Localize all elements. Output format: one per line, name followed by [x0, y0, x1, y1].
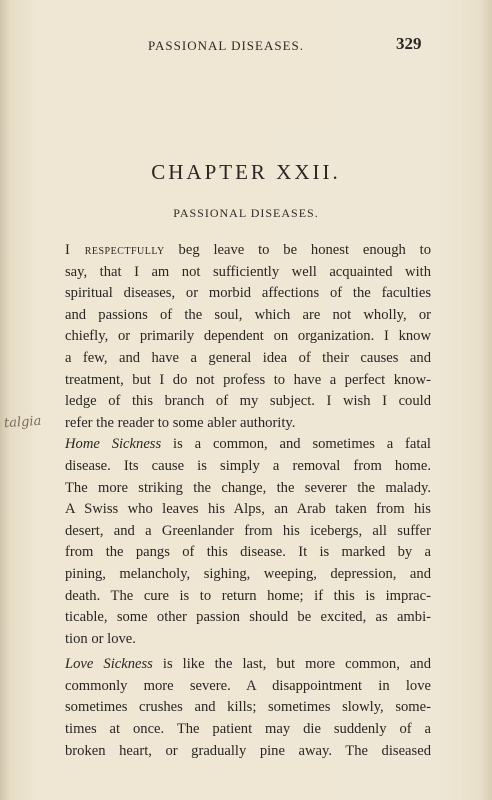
text-line: a few, and have a general idea of their causes and [65, 349, 431, 366]
page-number: 329 [396, 34, 422, 53]
line-text: is a common, and sometimes a fatal [161, 436, 431, 453]
text-line: broken heart, or gradually pine away. The diseased [65, 742, 431, 759]
body-text [65, 240, 431, 762]
text-line: ticable, some other passion should be excited, as ambi- [65, 609, 431, 626]
text-line: pining, melancholy, sighing, weeping, depression, and [65, 565, 431, 582]
line-text: beg leave to be honest enough to [164, 242, 431, 258]
paragraph-intro [65, 240, 431, 434]
chapter-title: CHAPTER XXII. [151, 160, 341, 184]
text-line [65, 434, 431, 456]
lead-italic: Home Sickness [65, 436, 162, 453]
text-line: death. The cure is to return home; if this is imprac- [65, 587, 431, 604]
text-line: chiefly, or primarily dependent on organization. I know [65, 328, 431, 345]
text-line: ledge of this branch of my subject. I wish I could [65, 393, 431, 410]
handwritten-margin-note: talgia [3, 413, 42, 432]
paragraph-love-sickness [65, 654, 431, 762]
text-line: commonly more severe. A disappointment in love [65, 677, 431, 694]
text-line: A Swiss who leaves his Alps, an Arab taken from his [65, 501, 431, 518]
paragraph-home-sickness [65, 434, 431, 650]
text-line: tion or love. [65, 630, 136, 647]
text-line: spiritual diseases, or morbid affections of the faculties [65, 285, 431, 302]
text-line: The more striking the change, the severer the malady. [65, 479, 431, 496]
text-line: say, that I am not sufficiently well acquainted with [65, 263, 431, 280]
text-line: desert, and a Greenlander from his icebergs, all suffer [65, 522, 431, 539]
text-line: sometimes crushes and kills; sometimes slowly, some- [65, 699, 431, 716]
lead-italic: Love Sickness [65, 656, 153, 673]
text-line: refer the reader to some abler authority. [65, 414, 296, 431]
text-line: from the pangs of this disease. It is marked by a [65, 544, 431, 561]
chapter-subtitle: PASSIONAL DISEASES. [173, 206, 319, 220]
text-line [65, 240, 431, 262]
text-line: and passions of the soul, which are not wholly, or [65, 306, 431, 323]
text-line: treatment, but I do not profess to have a perfect know- [65, 371, 431, 388]
lead-smallcaps: I respectfully [65, 242, 165, 258]
line-text: is like the last, but more common, and [152, 656, 431, 673]
running-head: PASSIONAL DISEASES. [148, 38, 305, 53]
text-line: times at once. The patient may die suddenly of a [65, 721, 431, 738]
text-line [65, 654, 431, 676]
text-line: disease. Its cause is simply a removal from home. [65, 457, 431, 474]
